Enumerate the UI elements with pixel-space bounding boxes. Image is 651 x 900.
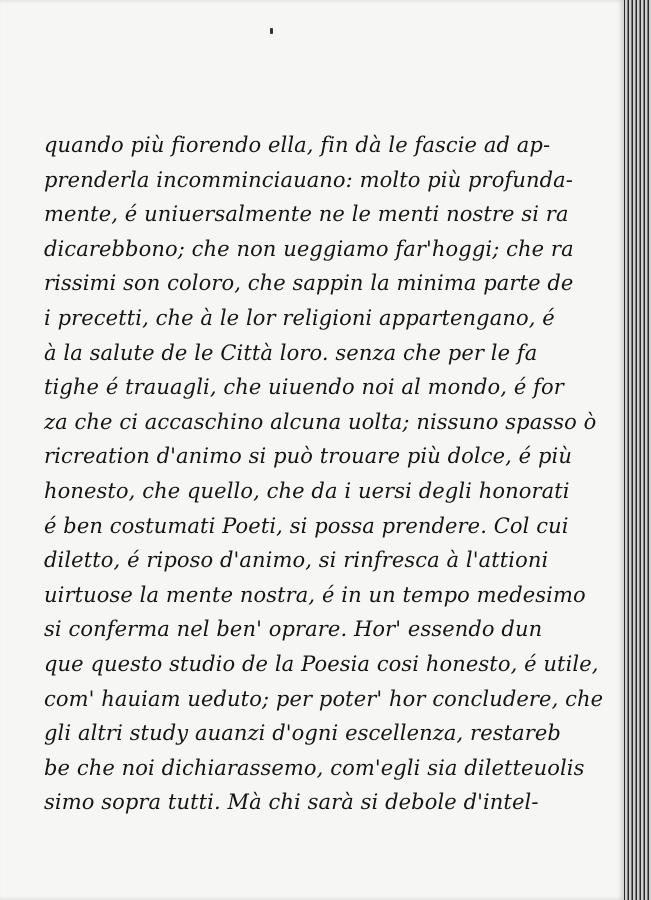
text-line: gli altri study auanzi d'ogni escellenza, restareb	[44, 721, 561, 746]
text-line: za che ci accaschino alcuna uolta; nissuno spasso ò	[44, 409, 597, 434]
page-stack-edge	[624, 0, 651, 900]
text-line: ricreation d'animo si può trouare più dolce, é più	[44, 444, 572, 469]
ink-speck	[270, 28, 273, 34]
text-line: prenderla incomminciauano: molto più profunda-	[44, 167, 573, 192]
text-line: diletto, é riposo d'animo, si rinfresca à l'attioni	[44, 548, 549, 573]
text-line: à la salute de le Città loro. senza che per le fa	[44, 340, 538, 365]
text-line: be che noi dichiarassemo, com'egli sia diletteuolis	[44, 755, 585, 780]
text-line: si conferma nel ben' oprare. Hor' essendo dun	[44, 617, 543, 642]
text-line: simo sopra tutti. Mà chi sarà si debole d'intel-	[44, 790, 539, 815]
text-line: que questo studio de la Poesia cosi honesto, é utile,	[44, 651, 599, 676]
text-line: rissimi son coloro, che sappin la minima parte de	[44, 271, 574, 296]
text-line: quando più fiorendo ella, fin dà le fascie ad ap-	[44, 133, 551, 157]
text-line: honesto, che quello, che da i uersi degli honorati	[44, 478, 570, 503]
text-line: uirtuose la mente nostra, é in un tempo medesimo	[44, 582, 586, 607]
text-block	[44, 128, 604, 820]
text-line: mente, é uniuersalmente ne le menti nostre si ra	[44, 202, 569, 227]
text-line: tighe é trauagli, che uiuendo noi al mondo, é for	[44, 375, 564, 400]
text-line: é ben costumati Poeti, si possa prendere. Col cui	[44, 513, 569, 538]
text-line: dicarebbono; che non ueggiamo far'hoggi; che ra	[44, 236, 574, 261]
text-line: i precetti, che à le lor religioni appartengano, é	[44, 305, 555, 330]
text-line: com' hauiam ueduto; per poter' hor concludere, che	[44, 686, 604, 711]
